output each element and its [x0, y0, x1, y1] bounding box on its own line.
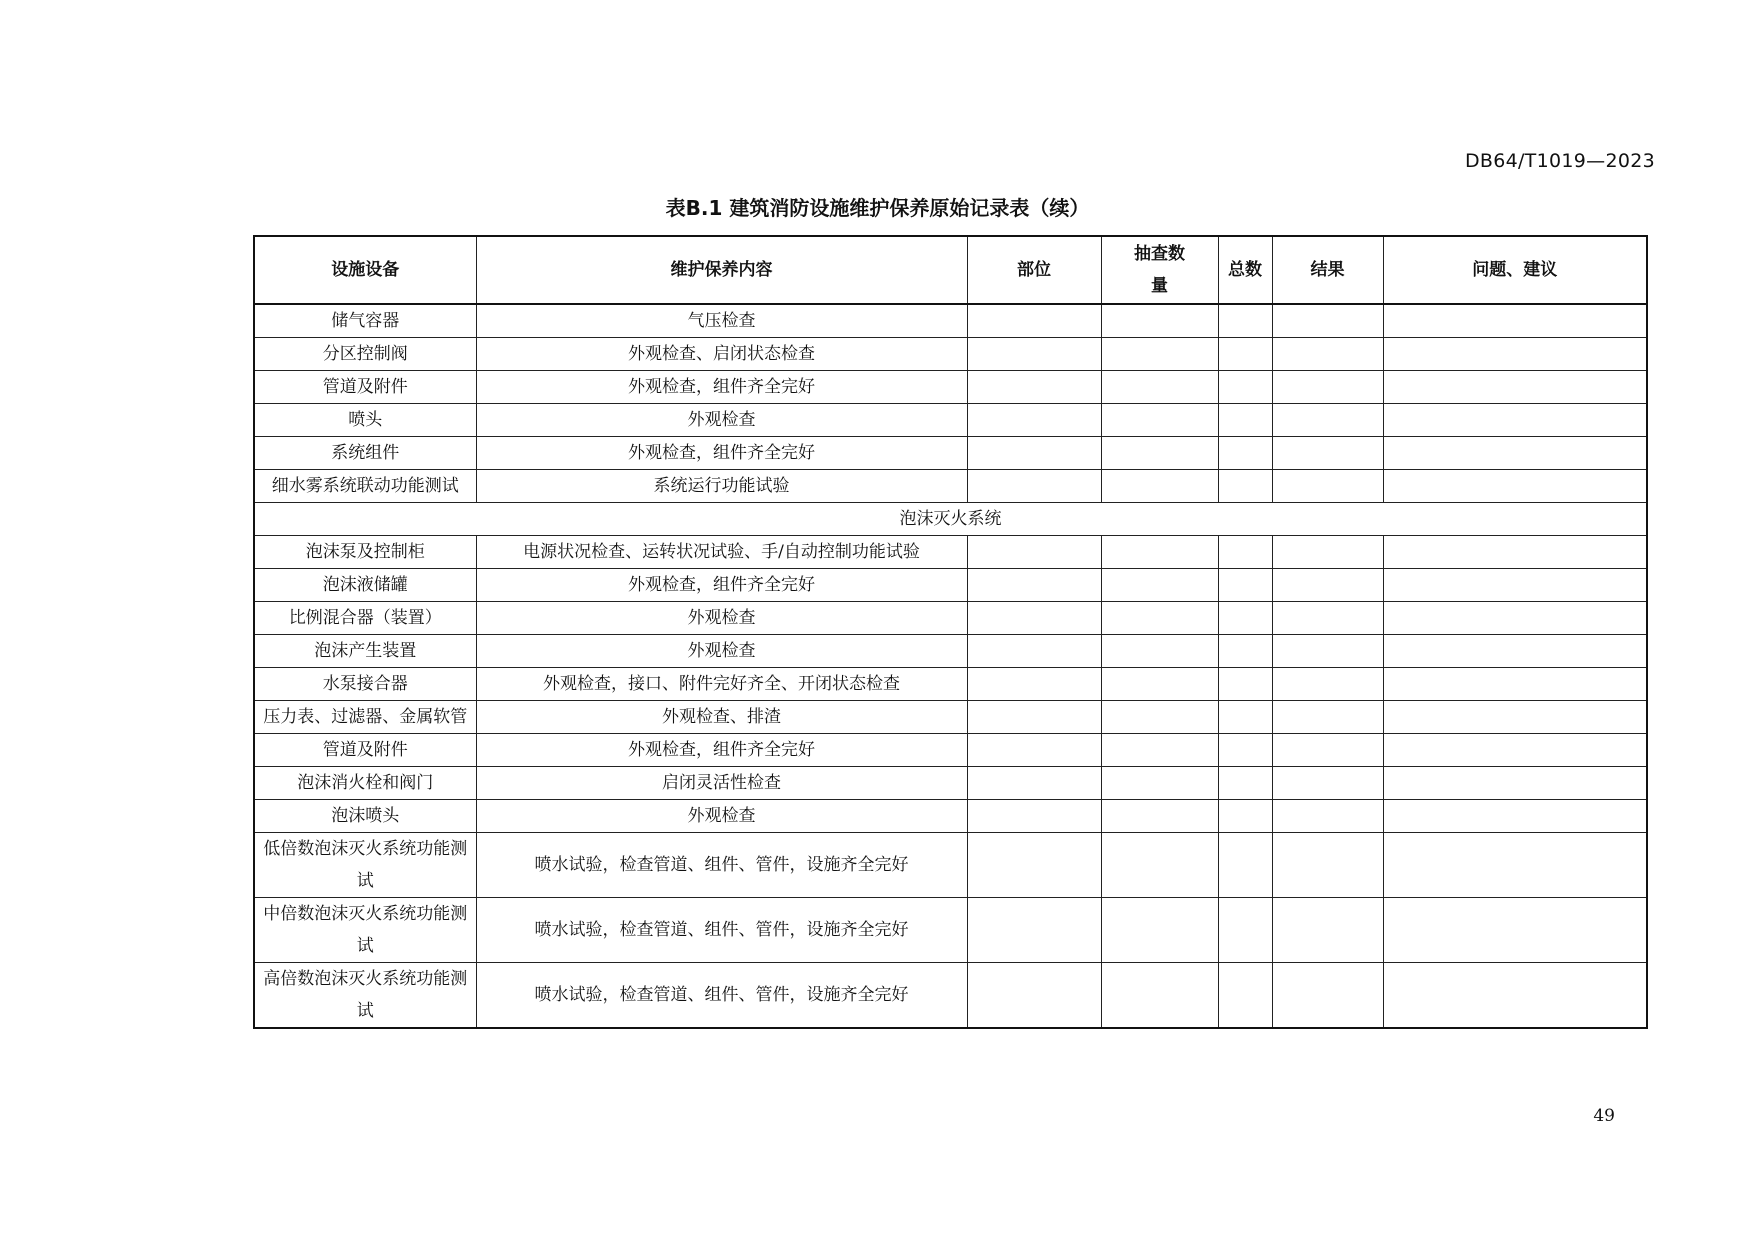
sample-count-cell	[1101, 304, 1218, 338]
column-header: 设施设备	[254, 236, 476, 304]
table-row	[254, 767, 1647, 800]
table-row	[254, 470, 1647, 503]
section-label: 泡沫灭火系统	[254, 503, 1647, 536]
sample-count-cell	[1101, 338, 1218, 371]
facility-cell: 低倍数泡沫灭火系统功能测试	[254, 833, 476, 898]
maintenance-content-cell: 外观检查，组件齐全完好	[476, 734, 967, 767]
sample-count-cell	[1101, 701, 1218, 734]
location-cell	[967, 371, 1101, 404]
issues-cell	[1383, 898, 1647, 963]
table-row	[254, 963, 1647, 1029]
column-header: 问题、建议	[1383, 236, 1647, 304]
column-header: 部位	[967, 236, 1101, 304]
table-row	[254, 668, 1647, 701]
table-row	[254, 371, 1647, 404]
maintenance-content-cell: 外观检查、排渣	[476, 701, 967, 734]
sample-count-cell	[1101, 734, 1218, 767]
facility-cell: 水泵接合器	[254, 668, 476, 701]
location-cell	[967, 635, 1101, 668]
sample-count-cell	[1101, 767, 1218, 800]
facility-cell: 高倍数泡沫灭火系统功能测试	[254, 963, 476, 1029]
table-row	[254, 898, 1647, 963]
total-cell	[1218, 304, 1272, 338]
result-cell	[1272, 635, 1383, 668]
total-cell	[1218, 701, 1272, 734]
result-cell	[1272, 536, 1383, 569]
issues-cell	[1383, 635, 1647, 668]
total-cell	[1218, 668, 1272, 701]
maintenance-record-table	[253, 235, 1648, 1029]
issues-cell	[1383, 304, 1647, 338]
location-cell	[967, 898, 1101, 963]
facility-cell: 泡沫消火栓和阀门	[254, 767, 476, 800]
facility-cell: 储气容器	[254, 304, 476, 338]
result-cell	[1272, 833, 1383, 898]
location-cell	[967, 833, 1101, 898]
location-cell	[967, 734, 1101, 767]
total-cell	[1218, 536, 1272, 569]
maintenance-content-cell: 喷水试验，检查管道、组件、管件，设施齐全完好	[476, 898, 967, 963]
location-cell	[967, 963, 1101, 1029]
result-cell	[1272, 767, 1383, 800]
total-cell	[1218, 800, 1272, 833]
issues-cell	[1383, 734, 1647, 767]
location-cell	[967, 470, 1101, 503]
section-row	[254, 503, 1647, 536]
maintenance-content-cell: 外观检查，组件齐全完好	[476, 569, 967, 602]
table-row	[254, 734, 1647, 767]
issues-cell	[1383, 470, 1647, 503]
result-cell	[1272, 404, 1383, 437]
total-cell	[1218, 404, 1272, 437]
table-row	[254, 701, 1647, 734]
location-cell	[967, 304, 1101, 338]
location-cell	[967, 767, 1101, 800]
table-header-row	[254, 236, 1647, 304]
column-header: 结果	[1272, 236, 1383, 304]
result-cell	[1272, 437, 1383, 470]
maintenance-content-cell: 外观检查，组件齐全完好	[476, 371, 967, 404]
result-cell	[1272, 701, 1383, 734]
location-cell	[967, 701, 1101, 734]
table-row	[254, 800, 1647, 833]
total-cell	[1218, 338, 1272, 371]
sample-count-cell	[1101, 898, 1218, 963]
location-cell	[967, 338, 1101, 371]
facility-cell: 管道及附件	[254, 734, 476, 767]
issues-cell	[1383, 404, 1647, 437]
sample-count-cell	[1101, 470, 1218, 503]
sample-count-cell	[1101, 404, 1218, 437]
maintenance-content-cell: 外观检查	[476, 800, 967, 833]
result-cell	[1272, 668, 1383, 701]
table-title: 表B.1 建筑消防设施维护保养原始记录表（续）	[665, 196, 1090, 220]
sample-count-cell	[1101, 963, 1218, 1029]
facility-cell: 系统组件	[254, 437, 476, 470]
location-cell	[967, 536, 1101, 569]
total-cell	[1218, 437, 1272, 470]
location-cell	[967, 404, 1101, 437]
result-cell	[1272, 800, 1383, 833]
maintenance-content-cell: 外观检查，组件齐全完好	[476, 437, 967, 470]
table-row	[254, 437, 1647, 470]
result-cell	[1272, 734, 1383, 767]
facility-cell: 泡沫喷头	[254, 800, 476, 833]
maintenance-content-cell: 外观检查	[476, 635, 967, 668]
issues-cell	[1383, 569, 1647, 602]
table-row	[254, 404, 1647, 437]
maintenance-content-cell: 启闭灵活性检查	[476, 767, 967, 800]
column-header: 维护保养内容	[476, 236, 967, 304]
location-cell	[967, 602, 1101, 635]
maintenance-content-cell: 外观检查、启闭状态检查	[476, 338, 967, 371]
sample-count-cell	[1101, 569, 1218, 602]
issues-cell	[1383, 833, 1647, 898]
total-cell	[1218, 734, 1272, 767]
issues-cell	[1383, 701, 1647, 734]
facility-cell: 分区控制阀	[254, 338, 476, 371]
table-row	[254, 833, 1647, 898]
table-body	[254, 304, 1647, 1028]
facility-cell: 泡沫产生装置	[254, 635, 476, 668]
total-cell	[1218, 470, 1272, 503]
issues-cell	[1383, 371, 1647, 404]
total-cell	[1218, 963, 1272, 1029]
location-cell	[967, 437, 1101, 470]
sample-count-cell	[1101, 800, 1218, 833]
total-cell	[1218, 833, 1272, 898]
sample-count-cell	[1101, 536, 1218, 569]
issues-cell	[1383, 602, 1647, 635]
facility-cell: 泡沫泵及控制柜	[254, 536, 476, 569]
maintenance-content-cell: 气压检查	[476, 304, 967, 338]
location-cell	[967, 800, 1101, 833]
result-cell	[1272, 338, 1383, 371]
column-header: 抽查数量	[1101, 236, 1218, 304]
location-cell	[967, 668, 1101, 701]
result-cell	[1272, 470, 1383, 503]
maintenance-content-cell: 外观检查，接口、附件完好齐全、开闭状态检查	[476, 668, 967, 701]
total-cell	[1218, 569, 1272, 602]
result-cell	[1272, 569, 1383, 602]
table-row	[254, 304, 1647, 338]
result-cell	[1272, 304, 1383, 338]
page-number: 49	[1593, 1106, 1615, 1126]
total-cell	[1218, 602, 1272, 635]
location-cell	[967, 569, 1101, 602]
sample-count-cell	[1101, 635, 1218, 668]
facility-cell: 泡沫液储罐	[254, 569, 476, 602]
sample-count-cell	[1101, 602, 1218, 635]
result-cell	[1272, 963, 1383, 1029]
total-cell	[1218, 767, 1272, 800]
total-cell	[1218, 371, 1272, 404]
table-row	[254, 602, 1647, 635]
result-cell	[1272, 898, 1383, 963]
sample-count-cell	[1101, 668, 1218, 701]
issues-cell	[1383, 767, 1647, 800]
table-row	[254, 569, 1647, 602]
column-header: 总数	[1218, 236, 1272, 304]
facility-cell: 管道及附件	[254, 371, 476, 404]
facility-cell: 细水雾系统联动功能测试	[254, 470, 476, 503]
maintenance-content-cell: 喷水试验，检查管道、组件、管件，设施齐全完好	[476, 833, 967, 898]
issues-cell	[1383, 437, 1647, 470]
issues-cell	[1383, 668, 1647, 701]
total-cell	[1218, 635, 1272, 668]
result-cell	[1272, 371, 1383, 404]
table-row	[254, 635, 1647, 668]
issues-cell	[1383, 338, 1647, 371]
sample-count-cell	[1101, 371, 1218, 404]
sample-count-cell	[1101, 437, 1218, 470]
facility-cell: 喷头	[254, 404, 476, 437]
issues-cell	[1383, 800, 1647, 833]
facility-cell: 压力表、过滤器、金属软管	[254, 701, 476, 734]
table-row	[254, 338, 1647, 371]
maintenance-content-cell: 外观检查	[476, 602, 967, 635]
total-cell	[1218, 898, 1272, 963]
sample-count-cell	[1101, 833, 1218, 898]
table-row	[254, 536, 1647, 569]
maintenance-content-cell: 喷水试验，检查管道、组件、管件，设施齐全完好	[476, 963, 967, 1029]
document-code: DB64/T1019—2023	[1464, 150, 1655, 172]
facility-cell: 中倍数泡沫灭火系统功能测试	[254, 898, 476, 963]
maintenance-content-cell: 外观检查	[476, 404, 967, 437]
issues-cell	[1383, 963, 1647, 1029]
result-cell	[1272, 602, 1383, 635]
maintenance-content-cell: 系统运行功能试验	[476, 470, 967, 503]
issues-cell	[1383, 536, 1647, 569]
maintenance-content-cell: 电源状况检查、运转状况试验、手/自动控制功能试验	[476, 536, 967, 569]
facility-cell: 比例混合器（装置）	[254, 602, 476, 635]
